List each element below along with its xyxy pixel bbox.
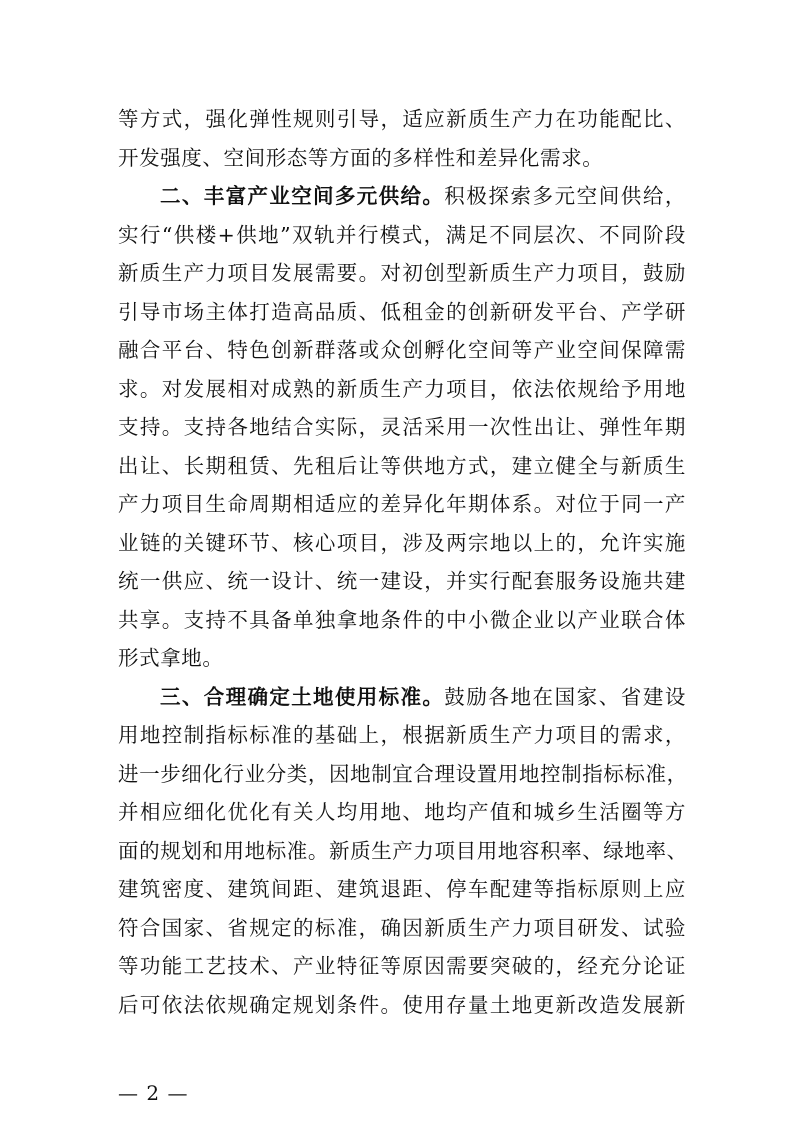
text-line: 后可依法依规确定规划条件。使用存量土地更新改造发展新: [118, 992, 686, 1017]
section-heading-2: 二、丰富产业空间多元供给。: [160, 184, 445, 208]
text-line: 等功能工艺技术、产业特征等原因需要突破的，经充分论证: [118, 954, 686, 978]
text-line: 面的规划和用地标准。新质生产力项目用地容积率、绿地率、: [118, 838, 688, 863]
text-line: 统一供应、统一设计、统一建设，并实行配套服务设施共建: [118, 569, 686, 593]
text-line: 引导市场主体打造高品质、低租金的创新研发平台、产学研: [118, 299, 686, 324]
text-line: 并相应细化优化有关人均用地、地均产值和城乡生活圈等方: [118, 800, 686, 824]
text-line: 符合国家、省规定的标准，确因新质生产力项目研发、试验: [118, 915, 686, 940]
text-line: 进一步细化行业分类，因地制宜合理设置用地控制指标标准，: [118, 761, 688, 786]
text-line: 产力项目生命周期相适应的差异化年期体系。对位于同一产: [118, 492, 686, 516]
text-line: 开发强度、空间形态等方面的多样性和差异化需求。: [118, 145, 604, 170]
text-line: 业链的关键环节、核心项目，涉及两宗地以上的，允许实施: [118, 530, 686, 555]
section-heading-3: 三、合理确定土地使用标准。: [160, 684, 445, 709]
text-line: 新质生产力项目发展需要。对初创型新质生产力项目，鼓励: [118, 261, 686, 285]
paragraph-first-line: [118, 678, 686, 717]
text-line: 求。对发展相对成熟的新质生产力项目，依法依规给予用地: [118, 376, 686, 401]
text-line: 出让、长期租赁、先租后让等供地方式，建立健全与新质生: [118, 453, 686, 478]
paragraph-text: 鼓励各地在国家、省建设: [444, 684, 686, 709]
page-number: — 2 —: [118, 1081, 189, 1105]
text-line: 等方式，强化弹性规则引导，适应新质生产力在功能配比、: [118, 107, 686, 131]
text-line: 形式拿地。: [118, 646, 224, 670]
paragraph-first-line: [118, 177, 686, 216]
text-line: 融合平台、特色创新群落或众创孵化空间等产业空间保障需: [118, 338, 686, 362]
text-line: 实行“供楼+供地”双轨并行模式，满足不同层次、不同阶段: [118, 222, 686, 247]
text-line: 共享。支持不具备单独拿地条件的中小微企业以产业联合体: [118, 607, 686, 632]
paragraph-text: 积极探索多元空间供给，: [444, 184, 686, 208]
text-line: 用地控制指标标准的基础上，根据新质生产力项目的需求，: [118, 723, 686, 747]
text-line: 建筑密度、建筑间距、建筑退距、停车配建等指标原则上应: [118, 877, 686, 901]
text-line: 支持。支持各地结合实际，灵活采用一次性出让、弹性年期: [118, 415, 686, 439]
body-text: [118, 100, 686, 1024]
